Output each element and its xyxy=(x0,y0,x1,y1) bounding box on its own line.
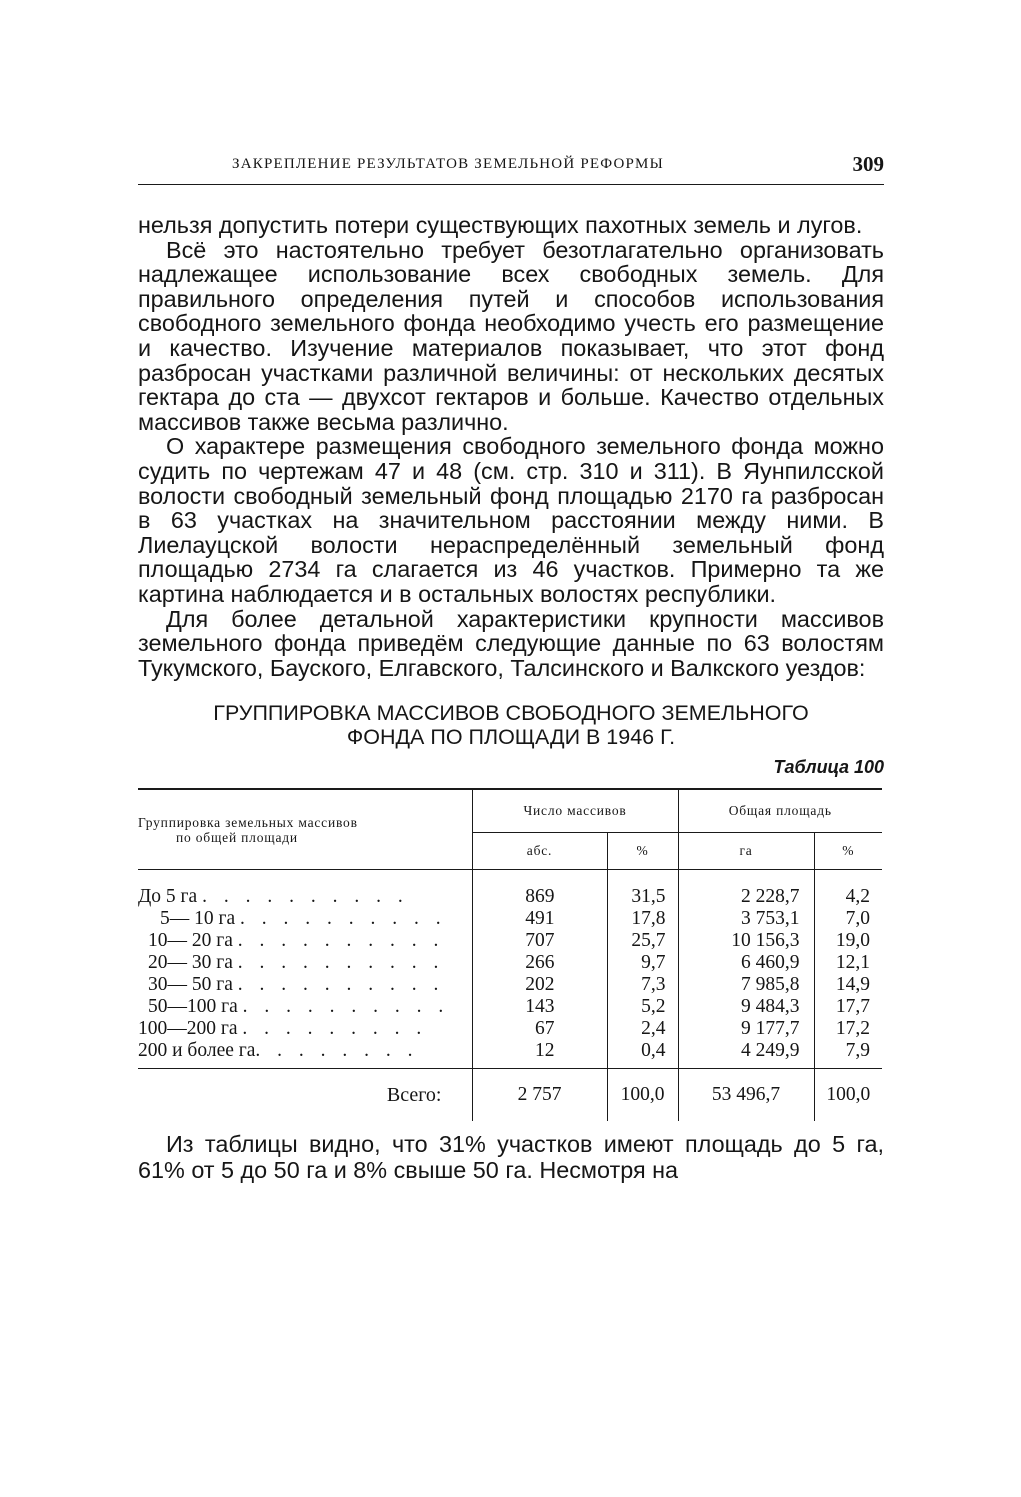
total-abs: 2 757 xyxy=(472,1069,607,1122)
table-title xyxy=(138,701,884,749)
table-total-row xyxy=(138,1069,882,1122)
data-table xyxy=(138,788,882,1121)
total-pct: 100,0 xyxy=(607,1069,678,1122)
table-row: 10— 20 га . . . . . . . . . . 707 25,7 10 156,3 19,0 xyxy=(138,930,882,952)
pct-column-header: % xyxy=(607,833,678,870)
running-header xyxy=(138,150,884,185)
count-group-header: Число массивов xyxy=(472,789,678,833)
ha-column-header: га xyxy=(678,833,814,870)
page-number: 309 xyxy=(852,152,884,176)
total-ha-pct: 100,0 xyxy=(814,1069,882,1122)
closing-text xyxy=(138,1131,884,1183)
table-title-line: ФОНДА ПО ПЛОЩАДИ В 1946 Г. xyxy=(346,725,676,750)
paragraph: Из таблицы видно, что 31% участков имеют площадь до 5 га, 61% от 5 до 50 га и 8% свыше 50 га. Несмотря на xyxy=(138,1131,884,1184)
total-ha: 53 496,7 xyxy=(678,1069,814,1122)
table-row: 20— 30 га . . . . . . . . . . 266 9,7 6 460,9 12,1 xyxy=(138,952,882,974)
table-row: До 5 га . . . . . . . . . . 869 31,5 2 228,7 4,2 xyxy=(138,870,882,909)
table-row: 100—200 га . . . . . . . . . 67 2,4 9 177,7 17,2 xyxy=(138,1018,882,1040)
table-row: 200 и более га. . . . . . . . 12 0,4 4 249,9 7,9 xyxy=(138,1040,882,1069)
table-title-line: ГРУППИРОВКА МАССИВОВ СВОБОДНОГО ЗЕМЕЛЬНОГО xyxy=(213,701,809,726)
paragraph: Всё это настоятельно требует безотлагательно организовать надлежащее использование всех свободных земель. Для правильного определения путей и способов использования свободного земельного фонда необходимо учесть его размещение и качество. Изучение материалов показывает, что этот фонд разбросан участками различной величины: от нескольких десятых гектара до ста — двухсот гектаров и больше. Качество отдельных массивов также весьма различно. xyxy=(138,236,884,435)
paragraph: Для более детальной характеристики крупности массивов земельного фонда приведём следующие данные по 63 волостям Тукумского, Бауского, Елгавского, Талсинского и Валкского уездов: xyxy=(138,605,884,681)
book-page xyxy=(138,150,884,1183)
paragraph-continuation: нельзя допустить потери существующих пахотных земель и лугов. xyxy=(138,212,863,238)
table-row: 5— 10 га . . . . . . . . . . 491 17,8 3 753,1 7,0 xyxy=(138,908,882,930)
group-column-header: Группировка земельных массивов по общей площади xyxy=(138,789,472,870)
running-title: ЗАКРЕПЛЕНИЕ РЕЗУЛЬТАТОВ ЗЕМЕЛЬНОЙ РЕФОРМЫ xyxy=(232,156,664,172)
table-row: 50—100 га . . . . . . . . . . 143 5,2 9 484,3 17,7 xyxy=(138,996,882,1018)
paragraph: О характере размещения свободного земельного фонда можно судить по чертежам 47 и 48 (см. стр. 310 и 311). В Яунпилсской волости свободный земельный фонд площадью 2170 га разбросан в 63 участках на значительном расстоянии между ними. В Лиелауцской волости нераспределённый земельный фонд площадью 2734 га слагается из 46 участков. Примерно та же картина наблюдается и в остальных волостях республики. xyxy=(138,433,884,607)
abs-column-header: абс. xyxy=(472,833,607,870)
table-number-label: Таблица 100 xyxy=(773,757,884,778)
table-row: 30— 50 га . . . . . . . . . . 202 7,3 7 985,8 14,9 xyxy=(138,974,882,996)
total-label: Всего: xyxy=(138,1069,472,1122)
area-group-header: Общая площадь xyxy=(678,789,882,833)
ha-pct-column-header: % xyxy=(814,833,882,870)
body-text xyxy=(138,213,884,680)
